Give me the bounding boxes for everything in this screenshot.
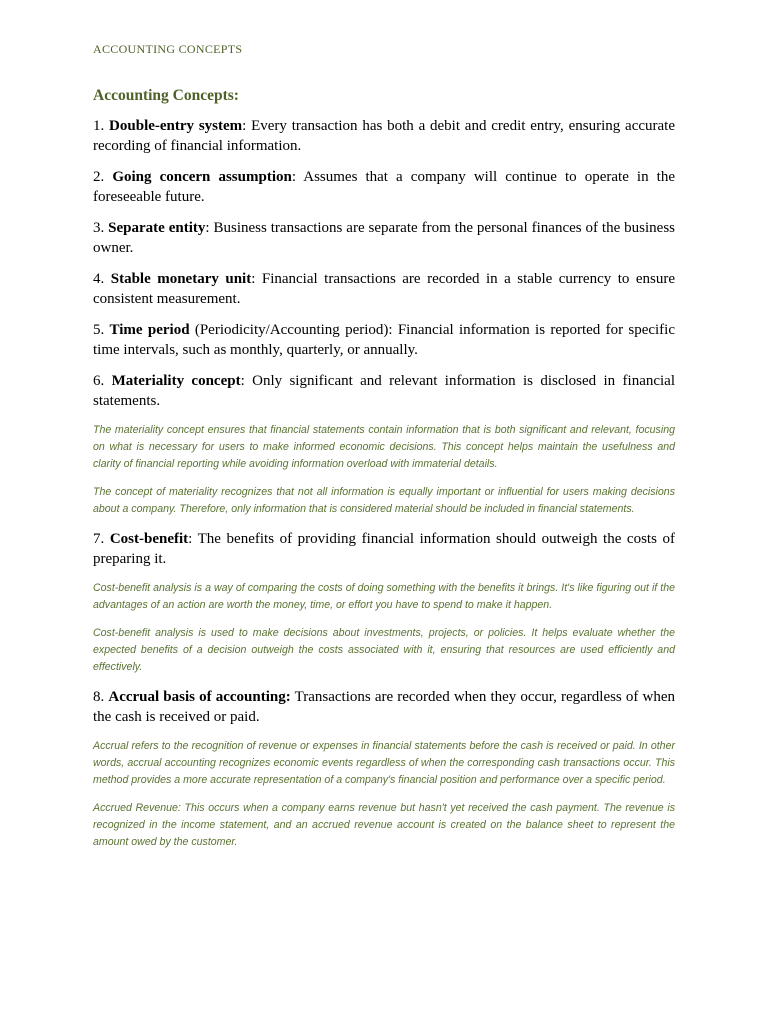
concept-text: : The benefits of providing financial information should outweigh the costs of preparing it. bbox=[93, 531, 676, 567]
concept-number: 1. bbox=[93, 118, 105, 134]
concept-going-concern bbox=[93, 167, 675, 207]
concept-term: Double-entry system bbox=[109, 118, 243, 134]
concept-number: 4. bbox=[93, 271, 105, 287]
concept-text: (Periodicity/Accounting period): Financial information is reported for specific time intervals, such as monthly, quarterly, or annually. bbox=[93, 322, 675, 358]
concept-text: : Only significant and relevant information is disclosed in financial statements. bbox=[93, 373, 676, 409]
concept-time-period bbox=[93, 320, 675, 360]
concept-cost-benefit bbox=[93, 529, 675, 569]
note-materiality-1: The materiality concept ensures that financial statements contain information that is both significant and relevant, focusing on what is necessary for users to make informed economic decisions. This concept helps maintain the usefulness and clarity of financial reporting while avoiding information overload with immaterial details. bbox=[93, 424, 675, 470]
note-accrual-1: Accrual refers to the recognition of revenue or expenses in financial statements before the cash is received or paid. In other words, accrual accounting recognizes economic events regardless of when the corresponding cash transactions occur. This method provides a more accurate representation of a company's financial position and performance over a specific period. bbox=[93, 740, 675, 786]
concept-term: Separate entity bbox=[108, 220, 206, 236]
concept-term: Time period bbox=[109, 322, 190, 338]
section-heading: Accounting Concepts: bbox=[93, 87, 239, 104]
concept-separate-entity bbox=[93, 218, 675, 258]
concept-text: Transactions are recorded when they occur, regardless of when the cash is received or paid. bbox=[93, 689, 675, 725]
note-cost-benefit-2: Cost-benefit analysis is used to make decisions about investments, projects, or policies. It helps evaluate whether the expected benefits of a decision outweigh the costs associated with it, ensuring that resources are used efficiently and effectively. bbox=[93, 627, 675, 673]
concept-number: 7. bbox=[93, 531, 105, 547]
concept-accrual-basis bbox=[93, 687, 675, 727]
concept-text: : Financial transactions are recorded in a stable currency to ensure consistent measurement. bbox=[93, 271, 676, 307]
concept-number: 5. bbox=[93, 322, 105, 338]
concept-materiality bbox=[93, 371, 675, 411]
concept-term: Materiality concept bbox=[111, 373, 241, 389]
note-cost-benefit-1: Cost-benefit analysis is a way of comparing the costs of doing something with the benefits it brings. It's like figuring out if the advantages of an action are worth the money, time, or effort you have to spend to make it happen. bbox=[93, 582, 675, 611]
concept-number: 6. bbox=[93, 373, 105, 389]
note-accrual-2: Accrued Revenue: This occurs when a company earns revenue but hasn't yet received the cash payment. The revenue is recognized in the income statement, and an accrued revenue account is created on the balance sheet to represent the amount owed by the customer. bbox=[93, 802, 675, 848]
concept-text: : Business transactions are separate from the personal finances of the business owner. bbox=[93, 220, 676, 256]
concept-term: Going concern assumption bbox=[112, 169, 292, 185]
concept-double-entry bbox=[93, 116, 675, 156]
concept-term: Stable monetary unit bbox=[110, 271, 252, 287]
concept-text: : Assumes that a company will continue to operate in the foreseeable future. bbox=[93, 169, 675, 205]
concept-number: 3. bbox=[93, 220, 105, 236]
note-materiality-2: The concept of materiality recognizes that not all information is equally important or influential for users making decisions about a company. Therefore, only information that is considered material should be included in financial statements. bbox=[93, 486, 675, 515]
concept-number: 2. bbox=[93, 169, 105, 185]
concept-term: Accrual basis of accounting: bbox=[108, 689, 291, 705]
concept-number: 8. bbox=[93, 689, 105, 705]
running-header: ACCOUNTING CONCEPTS bbox=[93, 42, 243, 56]
concept-text: : Every transaction has both a debit and credit entry, ensuring accurate recording of financial information. bbox=[93, 118, 675, 154]
document-content bbox=[93, 86, 675, 862]
concept-term: Cost-benefit bbox=[109, 531, 189, 547]
concept-stable-monetary-unit bbox=[93, 269, 675, 309]
